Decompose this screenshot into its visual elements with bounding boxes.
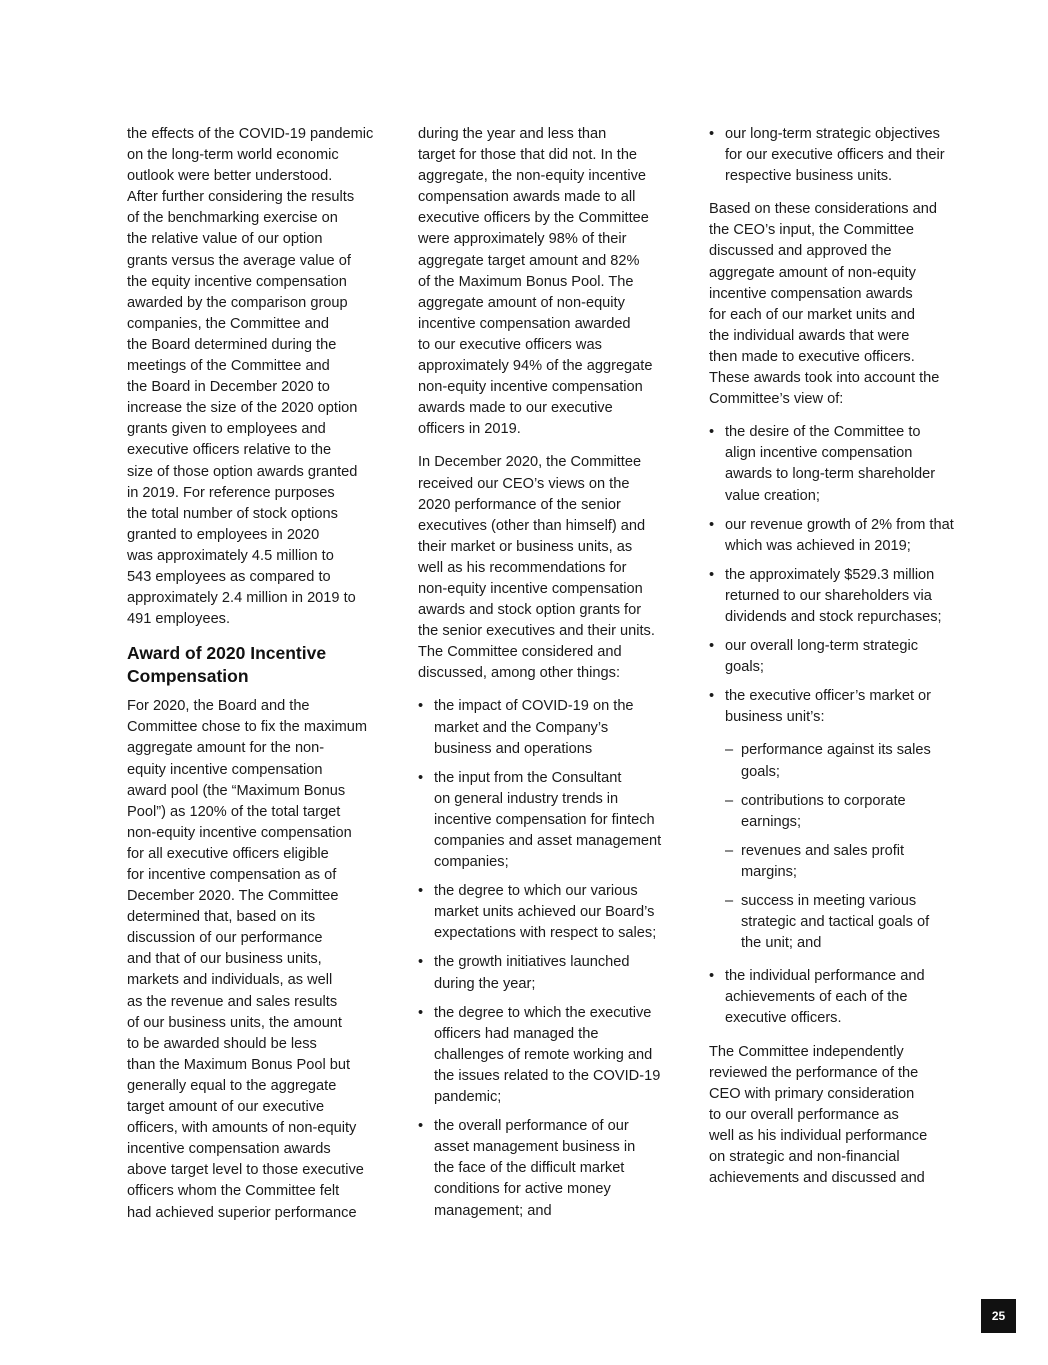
text-line: achievements of each of the xyxy=(725,989,908,1006)
text-line: non-equity incentive compensation xyxy=(127,824,352,841)
text-line: officers whom the Committee felt xyxy=(127,1183,340,1200)
sub-list-item xyxy=(709,841,971,883)
text-line: the growth initiatives launched xyxy=(434,954,630,971)
text-line: management; and xyxy=(434,1202,552,1219)
text-line: to our overall performance as xyxy=(709,1106,899,1123)
text-line: markets and individuals, as well xyxy=(127,972,333,989)
text-line: the Board determined during the xyxy=(127,336,337,353)
bullet-marker: • xyxy=(709,566,715,583)
text-line: for incentive compensation as of xyxy=(127,867,337,883)
list-item xyxy=(709,636,971,678)
text-line: of the benchmarking exercise on xyxy=(127,210,338,227)
dash-marker: – xyxy=(725,792,734,809)
text-line: success in meeting various xyxy=(741,893,917,909)
bullet-marker: • xyxy=(418,1004,424,1021)
column-middle xyxy=(418,124,680,1222)
text-line: officers had managed the xyxy=(434,1025,599,1042)
text-line: aggregate target amount and 82% xyxy=(418,252,640,269)
text-line: officers, with amounts of non-equity xyxy=(127,1120,357,1137)
text-line: the approximately $529.3 million xyxy=(725,566,935,583)
text-line: granted to employees in 2020 xyxy=(127,526,320,543)
text-line: target amount of our executive xyxy=(127,1099,325,1116)
text-line: above target level to those executive xyxy=(127,1162,364,1179)
list-item xyxy=(418,881,680,944)
text-line: achievements and discussed and xyxy=(709,1170,925,1187)
text-line: challenges of remote working and xyxy=(434,1046,653,1063)
text-line: officers in 2019. xyxy=(418,421,521,438)
text-line: asset management business in xyxy=(434,1139,636,1156)
text-line: the effects of the COVID-19 pandemic xyxy=(127,126,374,142)
text-line: incentive compensation awards xyxy=(127,1141,331,1158)
text-line: increase the size of the 2020 option xyxy=(127,400,358,417)
text-line: equity incentive compensation xyxy=(127,761,323,778)
text-line: non-equity incentive compensation xyxy=(418,379,643,396)
text-line: Committee’s view of: xyxy=(709,391,844,408)
bullet-marker: • xyxy=(709,126,715,142)
list-item xyxy=(709,515,971,557)
paragraph xyxy=(127,696,389,1223)
text-line: of the Maximum Bonus Pool. The xyxy=(418,273,634,290)
text-line: 491 employees. xyxy=(127,611,231,628)
column-right xyxy=(709,124,971,1189)
text-line: aggregate amount of non-equity xyxy=(709,264,916,281)
text-line: executive officers relative to the xyxy=(127,442,332,459)
dash-marker: – xyxy=(725,893,734,909)
sub-list-item xyxy=(709,740,971,782)
text-line: goals; xyxy=(741,763,780,780)
section-heading xyxy=(127,642,389,688)
list-item xyxy=(418,696,680,759)
text-line: the face of the difficult market xyxy=(434,1160,625,1177)
text-line: Compensation xyxy=(127,666,249,687)
text-line: for each of our market units and xyxy=(709,306,916,323)
text-line: our long-term strategic objectives xyxy=(725,126,940,142)
text-line: Pool”) as 120% of the total target xyxy=(127,803,341,820)
text-line: respective business units. xyxy=(725,168,893,185)
text-line: as the revenue and sales results xyxy=(127,993,338,1010)
text-line: executives (other than himself) and xyxy=(418,517,646,534)
text-line: during the year and less than xyxy=(418,126,607,142)
text-line: our revenue growth of 2% from that xyxy=(725,516,954,533)
text-line: were approximately 98% of their xyxy=(418,231,627,248)
bullet-list xyxy=(709,422,971,1029)
text-line: market units achieved our Board’s xyxy=(434,904,655,921)
text-line: executive officers. xyxy=(725,1010,842,1027)
text-line: the degree to which our various xyxy=(434,883,638,900)
dash-marker: – xyxy=(725,842,734,859)
text-line: 2020 performance of the senior xyxy=(418,496,621,513)
bullet-marker: • xyxy=(709,424,715,441)
text-line: the equity incentive compensation xyxy=(127,273,347,290)
text-line: companies, the Committee and xyxy=(127,315,329,332)
text-line: which was achieved in 2019; xyxy=(725,537,911,554)
text-line: 543 employees as compared to xyxy=(127,568,331,585)
text-line: for our executive officers and their xyxy=(725,147,945,164)
text-line: to be awarded should be less xyxy=(127,1035,317,1052)
text-line: returned to our shareholders via xyxy=(725,587,932,604)
text-line: and that of our business units, xyxy=(127,951,322,968)
text-line: grants given to employees and xyxy=(127,421,326,438)
list-item xyxy=(418,1003,680,1108)
text-line: then made to executive officers. xyxy=(709,348,915,365)
paragraph xyxy=(418,124,680,440)
text-line: pandemic; xyxy=(434,1089,502,1106)
list-item xyxy=(709,422,971,506)
list-item xyxy=(709,565,971,628)
text-line: executive officers by the Committee xyxy=(418,210,649,227)
text-line: awards to long-term shareholder xyxy=(725,466,936,483)
text-line: CEO with primary consideration xyxy=(709,1085,915,1102)
text-line: The Committee independently xyxy=(709,1043,904,1060)
text-line: strategic and tactical goals of xyxy=(741,914,930,931)
text-line: After further considering the results xyxy=(127,189,355,206)
text-line: aggregate amount of non-equity xyxy=(418,294,625,311)
text-line: meetings of the Committee and xyxy=(127,358,330,375)
bullet-marker: • xyxy=(709,638,715,655)
text-line: the degree to which the executive xyxy=(434,1004,652,1021)
text-line: the individual awards that were xyxy=(709,327,910,344)
text-line: the CEO’s input, the Committee xyxy=(709,222,914,239)
list-item xyxy=(418,1116,680,1221)
paragraph xyxy=(127,124,389,630)
column-left xyxy=(127,124,389,1224)
text-line: the executive officer’s market or xyxy=(725,688,932,705)
text-line: aggregate amount for the non- xyxy=(127,740,325,757)
list-item xyxy=(709,124,971,187)
text-line: awards and stock option grants for xyxy=(418,602,642,619)
text-line: awarded by the comparison group xyxy=(127,294,348,311)
text-line: market and the Company’s xyxy=(434,719,609,736)
text-line: determined that, based on its xyxy=(127,909,316,926)
text-line: business unit’s: xyxy=(725,709,825,726)
text-line: their market or business units, as xyxy=(418,538,633,555)
list-item xyxy=(418,952,680,994)
text-line: the issues related to the COVID-19 xyxy=(434,1067,661,1084)
text-line: goals; xyxy=(725,659,764,676)
bullet-list xyxy=(418,696,680,1221)
text-line: margins; xyxy=(741,863,797,880)
text-line: of our business units, the amount xyxy=(127,1014,342,1031)
text-line: December 2020. The Committee xyxy=(127,888,339,905)
text-line: For 2020, the Board and the xyxy=(127,698,310,715)
text-line: compensation awards made to all xyxy=(418,189,636,206)
text-line: the impact of COVID-19 on the xyxy=(434,698,634,715)
list-item xyxy=(418,768,680,873)
text-line: companies and asset management xyxy=(434,833,662,849)
list-item xyxy=(709,686,971,728)
text-line: received our CEO’s views on the xyxy=(418,475,630,492)
bullet-marker: • xyxy=(418,698,424,715)
text-line: revenues and sales profit xyxy=(741,842,905,859)
dash-marker: – xyxy=(725,742,734,759)
bullet-marker: • xyxy=(418,769,424,786)
text-line: the senior executives and their units. xyxy=(418,623,655,640)
text-line: discussed and approved the xyxy=(709,243,892,260)
text-line: discussed, among other things: xyxy=(418,665,620,682)
text-line: well as his individual performance xyxy=(709,1127,928,1144)
text-line: the unit; and xyxy=(741,935,822,952)
text-line: discussion of our performance xyxy=(127,930,323,947)
bullet-marker: • xyxy=(418,883,424,900)
text-line: the Board in December 2020 to xyxy=(127,379,330,396)
text-line: the total number of stock options xyxy=(127,505,338,522)
text-line: incentive compensation for fintech xyxy=(434,811,655,828)
sub-list-item xyxy=(709,791,971,833)
text-line: non-equity incentive compensation xyxy=(418,580,643,597)
bullet-marker: • xyxy=(418,954,424,971)
text-line: earnings; xyxy=(741,813,802,830)
text-line: our overall long-term strategic xyxy=(725,638,919,655)
text-line: generally equal to the aggregate xyxy=(127,1077,337,1094)
text-line: to our executive officers was xyxy=(418,336,602,353)
text-line: business and operations xyxy=(434,740,593,757)
text-line: reviewed the performance of the xyxy=(709,1064,919,1081)
text-line: expectations with respect to sales; xyxy=(434,925,657,942)
text-line: performance against its sales xyxy=(741,742,931,759)
text-line: aggregate, the non-equity incentive xyxy=(418,168,646,185)
text-line: the desire of the Committee to xyxy=(725,424,921,441)
text-line: well as his recommendations for xyxy=(418,559,627,576)
text-line: the input from the Consultant xyxy=(434,769,622,786)
text-line: conditions for active money xyxy=(434,1181,611,1198)
bullet-marker: • xyxy=(709,516,715,533)
bullet-marker: • xyxy=(418,1118,424,1135)
text-line: approximately 2.4 million in 2019 to xyxy=(127,590,356,607)
text-line: during the year; xyxy=(434,975,536,992)
text-line: the relative value of our option xyxy=(127,231,323,248)
text-line: companies; xyxy=(434,854,509,871)
text-line: in 2019. For reference purposes xyxy=(127,484,335,501)
text-line: awards made to our executive xyxy=(418,400,613,417)
text-line: value creation; xyxy=(725,487,820,504)
text-line: the individual performance and xyxy=(725,968,925,985)
text-line: In December 2020, the Committee xyxy=(418,454,642,471)
text-line: award pool (the “Maximum Bonus xyxy=(127,782,346,799)
text-line: Based on these considerations and xyxy=(709,201,937,218)
text-line: had achieved superior performance xyxy=(127,1204,357,1221)
text-line: The Committee considered and xyxy=(418,644,622,661)
paragraph xyxy=(709,1042,971,1190)
text-line: outlook were better understood. xyxy=(127,168,333,185)
text-line: the overall performance of our xyxy=(434,1118,629,1135)
paragraph xyxy=(418,452,680,684)
page-number: 25 xyxy=(981,1299,1016,1333)
bullet-marker: • xyxy=(709,968,715,985)
text-line: contributions to corporate xyxy=(741,792,906,809)
text-line: on the long-term world economic xyxy=(127,147,339,164)
bullet-marker: • xyxy=(709,688,715,705)
text-line: than the Maximum Bonus Pool but xyxy=(127,1056,351,1073)
text-line: These awards took into account the xyxy=(709,370,940,387)
text-line: incentive compensation awarded xyxy=(418,315,631,332)
text-line: approximately 94% of the aggregate xyxy=(418,358,653,375)
text-line: on strategic and non-financial xyxy=(709,1149,900,1166)
text-line: align incentive compensation xyxy=(725,445,913,462)
list-item xyxy=(709,966,971,1029)
text-line: on general industry trends in xyxy=(434,790,619,807)
text-line: Committee chose to fix the maximum xyxy=(127,719,368,736)
sub-list-item xyxy=(709,891,971,954)
text-line: grants versus the average value of xyxy=(127,252,351,269)
text-line: was approximately 4.5 million to xyxy=(127,547,334,564)
text-line: dividends and stock repurchases; xyxy=(725,608,942,625)
text-line: size of those option awards granted xyxy=(127,463,358,480)
text-line: target for those that did not. In the xyxy=(418,147,638,164)
text-line: for all executive officers eligible xyxy=(127,845,329,862)
text-line: Award of 2020 Incentive xyxy=(127,643,327,664)
paragraph xyxy=(709,199,971,410)
text-line: incentive compensation awards xyxy=(709,285,913,302)
